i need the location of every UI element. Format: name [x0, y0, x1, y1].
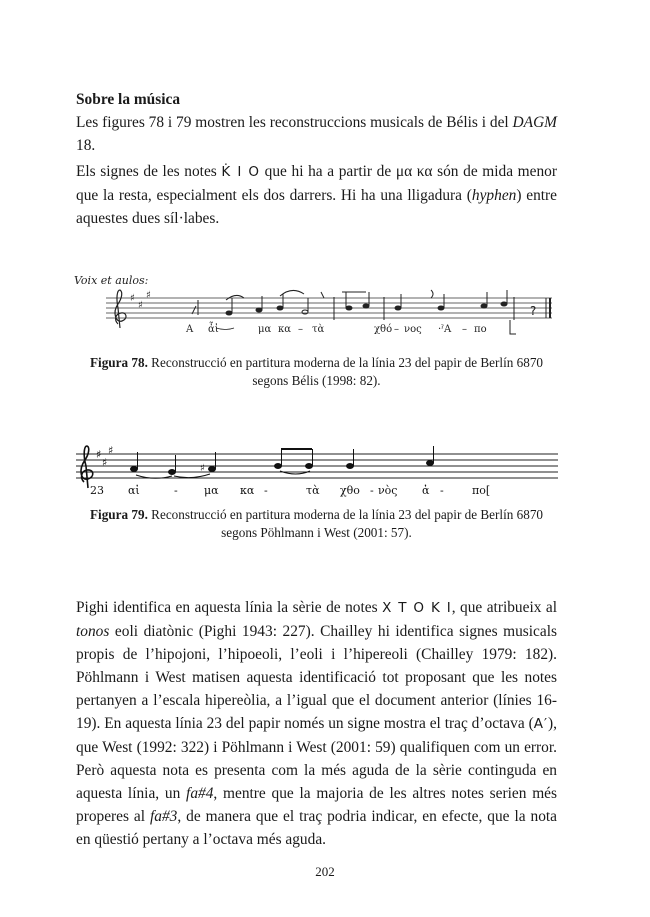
- body-note-signs: X T O K I: [382, 600, 452, 616]
- fig78-syllable: A: [186, 324, 194, 335]
- fig79-line-number: 23: [90, 484, 104, 497]
- p2-hyphen: hyphen: [471, 187, 517, 204]
- fig79-syllable: πο[: [472, 484, 491, 497]
- fig79-syllable: κα: [240, 484, 255, 497]
- body-text-3: eoli diatònic (Pighi 1943: 227). Chailley hi identifica signes musicals propis de l’hipojoni, l’hipoeoli, l’eoli i l’hipereoli (Chailley 1979: 182). Pöhlmann i West matisen aquesta identificació tot proposant que les notes pertanyen a l’escala hipereòlia, a l’igual que el document anterior (línies 16-19). En aquesta línia 23 del papir només un signe mostra el traç d’octava (: [76, 623, 557, 732]
- fig78-syllable: κα: [278, 324, 292, 335]
- body-text-4: ), que West (1992: 322) i Pöhlmann i West (2001: 59) qualifiquen com un error. Però aquesta nota es presenta com la més aguda de la sèrie continguda en aquesta línia, un: [76, 715, 557, 802]
- fig79-staff: [76, 454, 558, 478]
- p2-text-b: que hi ha a partir de: [260, 163, 396, 180]
- p1-text-b: 18.: [76, 137, 96, 154]
- p2-text-d: ) entre aquestes dues síl·labes.: [76, 187, 557, 227]
- body-paragraph: [76, 596, 557, 851]
- body-text-6: , de manera que el traç podria indicar, en efecte, que la nota en qüestió pertany a l’octava més aguda.: [76, 808, 557, 848]
- fig78-lyrics: [185, 322, 487, 335]
- body-fa3: fa#3: [150, 808, 178, 825]
- fig78-notes: [192, 290, 550, 320]
- fig79-syllable: αἰ: [128, 484, 140, 497]
- page-number: 202: [315, 864, 335, 879]
- fig78-syllable: –: [298, 324, 303, 335]
- p2-greek: μα κα: [395, 163, 433, 180]
- body-text-1: Pighi identifica en aquesta línia la sèrie de notes: [76, 599, 383, 616]
- body-octave-sign: A′: [533, 716, 549, 732]
- svg-text:♯: ♯: [108, 444, 114, 457]
- p2-note-signs: K̇ I O: [221, 164, 261, 180]
- body-text-5: , mentre que la majoria de les altres notes serien més properes al: [76, 785, 557, 825]
- section-paragraph-1: [76, 88, 557, 157]
- fig79-syllable: μα: [204, 484, 219, 497]
- svg-text:♯: ♯: [200, 463, 205, 474]
- fig78-header: Voix et aulos:: [74, 274, 149, 287]
- fig78-syllable: –: [394, 324, 399, 335]
- figure-79-score: [74, 440, 562, 498]
- svg-text:♯: ♯: [138, 300, 143, 311]
- fig79-syllable: -: [264, 484, 268, 497]
- section-paragraph-2: [76, 160, 557, 230]
- p2-text-a: Els signes de les notes: [76, 163, 222, 180]
- fig79-treble-clef: [81, 446, 93, 488]
- figure-78-score: [66, 268, 566, 348]
- fig79-syllable: ἀ: [422, 484, 430, 497]
- fig79-caption-text: Reconstrucció en partitura moderna de la línia 23 del papir de Berlín 6870 segons Pöhlmann i West (2001: 57).: [147, 507, 544, 540]
- figure-79-caption: [76, 506, 557, 542]
- svg-text:♯: ♯: [146, 290, 151, 301]
- fig79-syllable: χθο: [340, 484, 360, 497]
- fig79-caption-label: Figura 79.: [89, 507, 148, 522]
- fig78-syllable: μα: [258, 324, 272, 335]
- fig79-syllable: -: [440, 484, 444, 497]
- p2-text-c: són de mida menor que la resta, especialment els dos darrers. Hi ha una lligadura (: [76, 163, 558, 204]
- fig78-syllable: –: [462, 324, 467, 335]
- body-fa4: fa#4: [186, 785, 214, 802]
- fig78-syllable: ·ˀΑ: [438, 324, 452, 335]
- fig78-caption-text: Reconstrucció en partitura moderna de la línia 23 del papir de Berlín 6870 segons Bélis (1998: 82).: [147, 355, 544, 388]
- fig78-end-mark: ?: [530, 304, 537, 318]
- fig79-syllable: τὰ: [306, 484, 320, 497]
- fig78-caption-label: Figura 78.: [89, 355, 148, 370]
- section-heading: Sobre la música: [76, 91, 181, 108]
- p1-text-a: Les figures 78 i 79 mostren les reconstruccions musicals de Bélis i del: [76, 114, 513, 131]
- fig78-syllable: χθό: [374, 324, 393, 335]
- fig79-syllable: -: [174, 484, 178, 497]
- fig78-syllable: πο: [474, 324, 487, 335]
- fig78-syllable: τὰ: [312, 324, 325, 335]
- body-tonos: tonos: [76, 623, 110, 640]
- svg-text:♯: ♯: [130, 293, 135, 304]
- figure-78-caption: [76, 354, 557, 390]
- fig79-lyrics: [90, 484, 490, 497]
- fig78-treble-clef: [115, 290, 126, 328]
- svg-text:♯: ♯: [102, 456, 108, 469]
- fig79-syllable: -: [370, 484, 374, 497]
- p1-dagm: DAGM: [512, 114, 557, 131]
- fig79-key-signature: [96, 444, 113, 469]
- body-text-2: , que atribueix al: [451, 599, 557, 616]
- svg-text:♯: ♯: [96, 448, 102, 461]
- fig78-syllable: νος: [404, 324, 422, 335]
- fig78-syllable: ἆἰ: [208, 324, 219, 335]
- fig79-syllable: νὸς: [378, 484, 398, 497]
